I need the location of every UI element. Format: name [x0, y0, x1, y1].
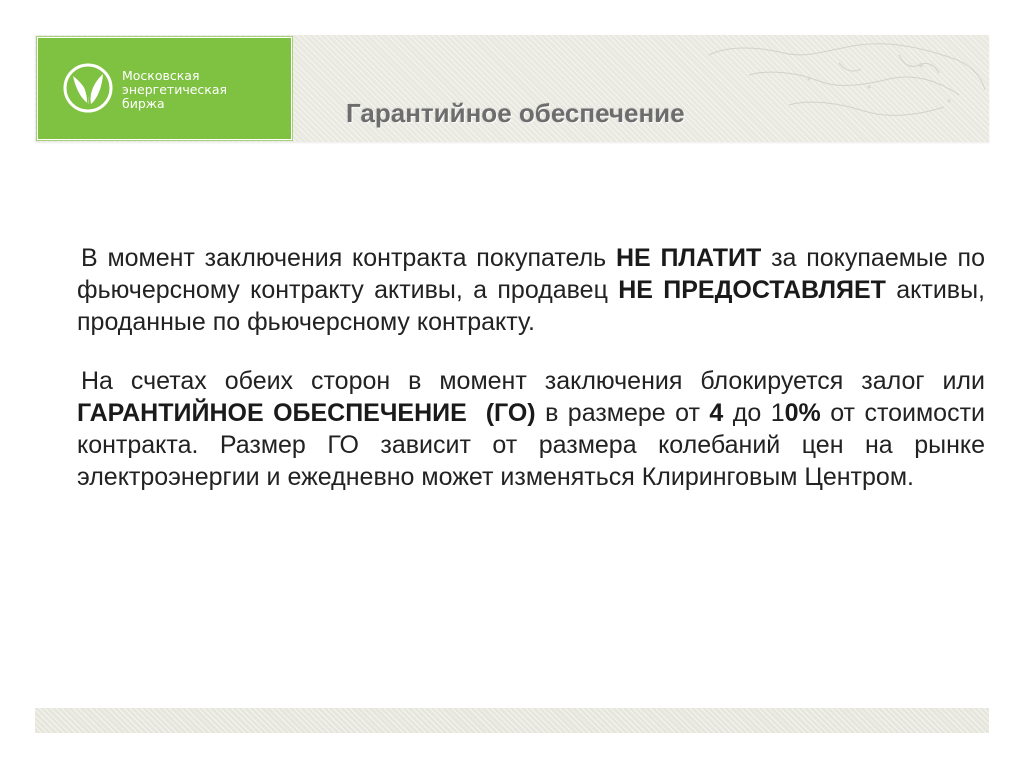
p2-text-3: в размере от [535, 399, 710, 427]
slide-content [77, 242, 985, 520]
p1-text-1: В момент заключения контракта покупатель [81, 244, 616, 272]
logo-line-3: биржа [122, 96, 165, 111]
p2-text-1: На счетах обеих сторон в момент заключения блокируется залог или [81, 367, 985, 395]
green-leaf-v-logo-icon [62, 62, 114, 114]
paragraph-1 [77, 242, 985, 338]
paragraph-2 [77, 365, 985, 493]
logo-line-2: энергетическая [122, 82, 227, 97]
p2-bold-1: ГАРАНТИЙНОЕ ОБЕСПЕЧЕНИЕ [77, 399, 467, 427]
p2-text-5: от стоимости контракта. Размер ГО зависит от размера колебаний цен на рынке электроэнергии и ежедневно может изменяться Клиринговым Центром. [77, 399, 985, 491]
p1-text-3: активы, проданные по фьючерсному контракту. [77, 276, 985, 336]
p2-text-4: до 1 [723, 399, 785, 427]
p2-bold-2: (ГО) [485, 399, 536, 427]
world-map-decoration [689, 35, 989, 142]
footer-band [35, 708, 989, 733]
logo-panel [37, 37, 292, 140]
p2-bold-3: 4 [709, 399, 724, 427]
logo-line-1: Московская [122, 68, 200, 83]
p2-bold-4: 0% [784, 399, 821, 427]
p1-text-2: за покупаемые по фьючерсному контракту активы, а продавец [77, 244, 985, 304]
p2-text-2 [467, 399, 486, 427]
p1-bold-2: НЕ ПРЕДОСТАВЛЯЕТ [618, 276, 886, 304]
logo-wordmark [122, 69, 227, 111]
page-title: Гарантийное обеспечение [346, 98, 685, 128]
p1-bold-1: НЕ ПЛАТИТ [615, 244, 762, 272]
